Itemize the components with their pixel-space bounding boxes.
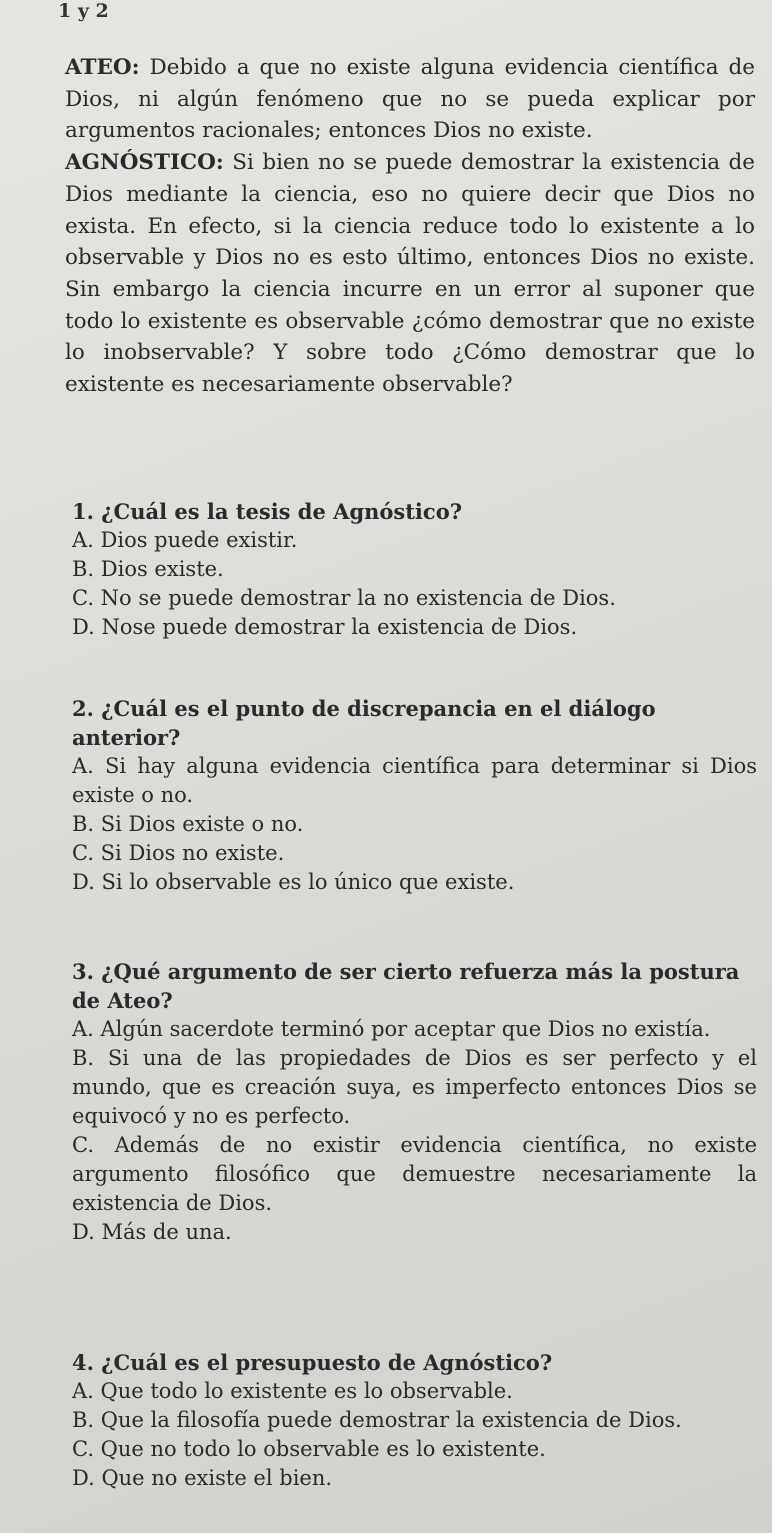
question-3: [72, 957, 757, 1247]
question-stem: 4. ¿Cuál es el presupuesto de Agnóstico?: [72, 1350, 553, 1375]
answer-option-b[interactable]: B. Si Dios existe o no.: [72, 812, 304, 836]
question-1: [72, 497, 757, 642]
agnostico-paragraph: [65, 147, 755, 401]
answer-option-c[interactable]: C. Que no todo lo observable es lo existente.: [72, 1437, 546, 1461]
answer-option-a[interactable]: A. Algún sacerdote terminó por aceptar que Dios no existía.: [72, 1017, 711, 1041]
answer-option-c[interactable]: C. Además de no existir evidencia científica, no existe argumento filosófico que demuestre necesariamente la existencia de Dios.: [72, 1133, 757, 1215]
question-2: [72, 694, 757, 897]
question-stem: 2. ¿Cuál es el punto de discrepancia en el diálogo anterior?: [72, 696, 656, 750]
answer-option-d[interactable]: D. Más de una.: [72, 1220, 232, 1244]
answer-option-d[interactable]: D. Nose puede demostrar la existencia de Dios.: [72, 615, 578, 639]
answer-option-d[interactable]: D. Si lo observable es lo único que existe.: [72, 870, 515, 894]
answer-option-a[interactable]: A. Que todo lo existente es lo observable.: [72, 1379, 513, 1403]
question-stem: 1. ¿Cuál es la tesis de Agnóstico?: [72, 499, 463, 524]
page-corner-label: 1 y 2: [58, 0, 109, 22]
question-4: [72, 1348, 757, 1493]
answer-option-a[interactable]: A. Dios puede existir.: [72, 528, 298, 552]
ateo-text: Debido a que no existe alguna evidencia científica de Dios, ni algún fenómeno que no se pueda explicar por argumentos racionales; entonces Dios no existe.: [65, 55, 755, 144]
answer-option-b[interactable]: B. Si una de las propiedades de Dios es ser perfecto y el mundo, que es creación suya, es imperfecto entonces Dios se equivocó y no es perfecto.: [72, 1046, 757, 1128]
ateo-paragraph: [65, 52, 755, 147]
answer-option-c[interactable]: C. No se puede demostrar la no existencia de Dios.: [72, 586, 616, 610]
answer-option-b[interactable]: B. Dios existe.: [72, 557, 224, 581]
agnostico-text: Si bien no se puede demostrar la existencia de Dios mediante la ciencia, eso no quiere decir que Dios no exista. En efecto, si la ciencia reduce todo lo existente a lo observable y Dios no es esto último, entonces Dios no existe. Sin embargo la ciencia incurre en un error al suponer que todo lo existente es observable ¿cómo demostrar que no existe lo inobservable? Y sobre todo ¿Cómo demostrar que lo existente es necesariamente observable?: [65, 150, 755, 398]
answer-option-d[interactable]: D. Que no existe el bien.: [72, 1466, 333, 1490]
dialogue-passage: [65, 52, 755, 401]
agnostico-label: AGNÓSTICO:: [65, 150, 224, 176]
answer-option-c[interactable]: C. Si Dios no existe.: [72, 841, 285, 865]
ateo-label: ATEO:: [65, 55, 140, 80]
answer-option-a[interactable]: A. Si hay alguna evidencia científica para determinar si Dios existe o no.: [72, 754, 757, 807]
answer-option-b[interactable]: B. Que la filosofía puede demostrar la existencia de Dios.: [72, 1408, 682, 1432]
question-stem: 3. ¿Qué argumento de ser cierto refuerza más la postura de Ateo?: [72, 959, 740, 1013]
